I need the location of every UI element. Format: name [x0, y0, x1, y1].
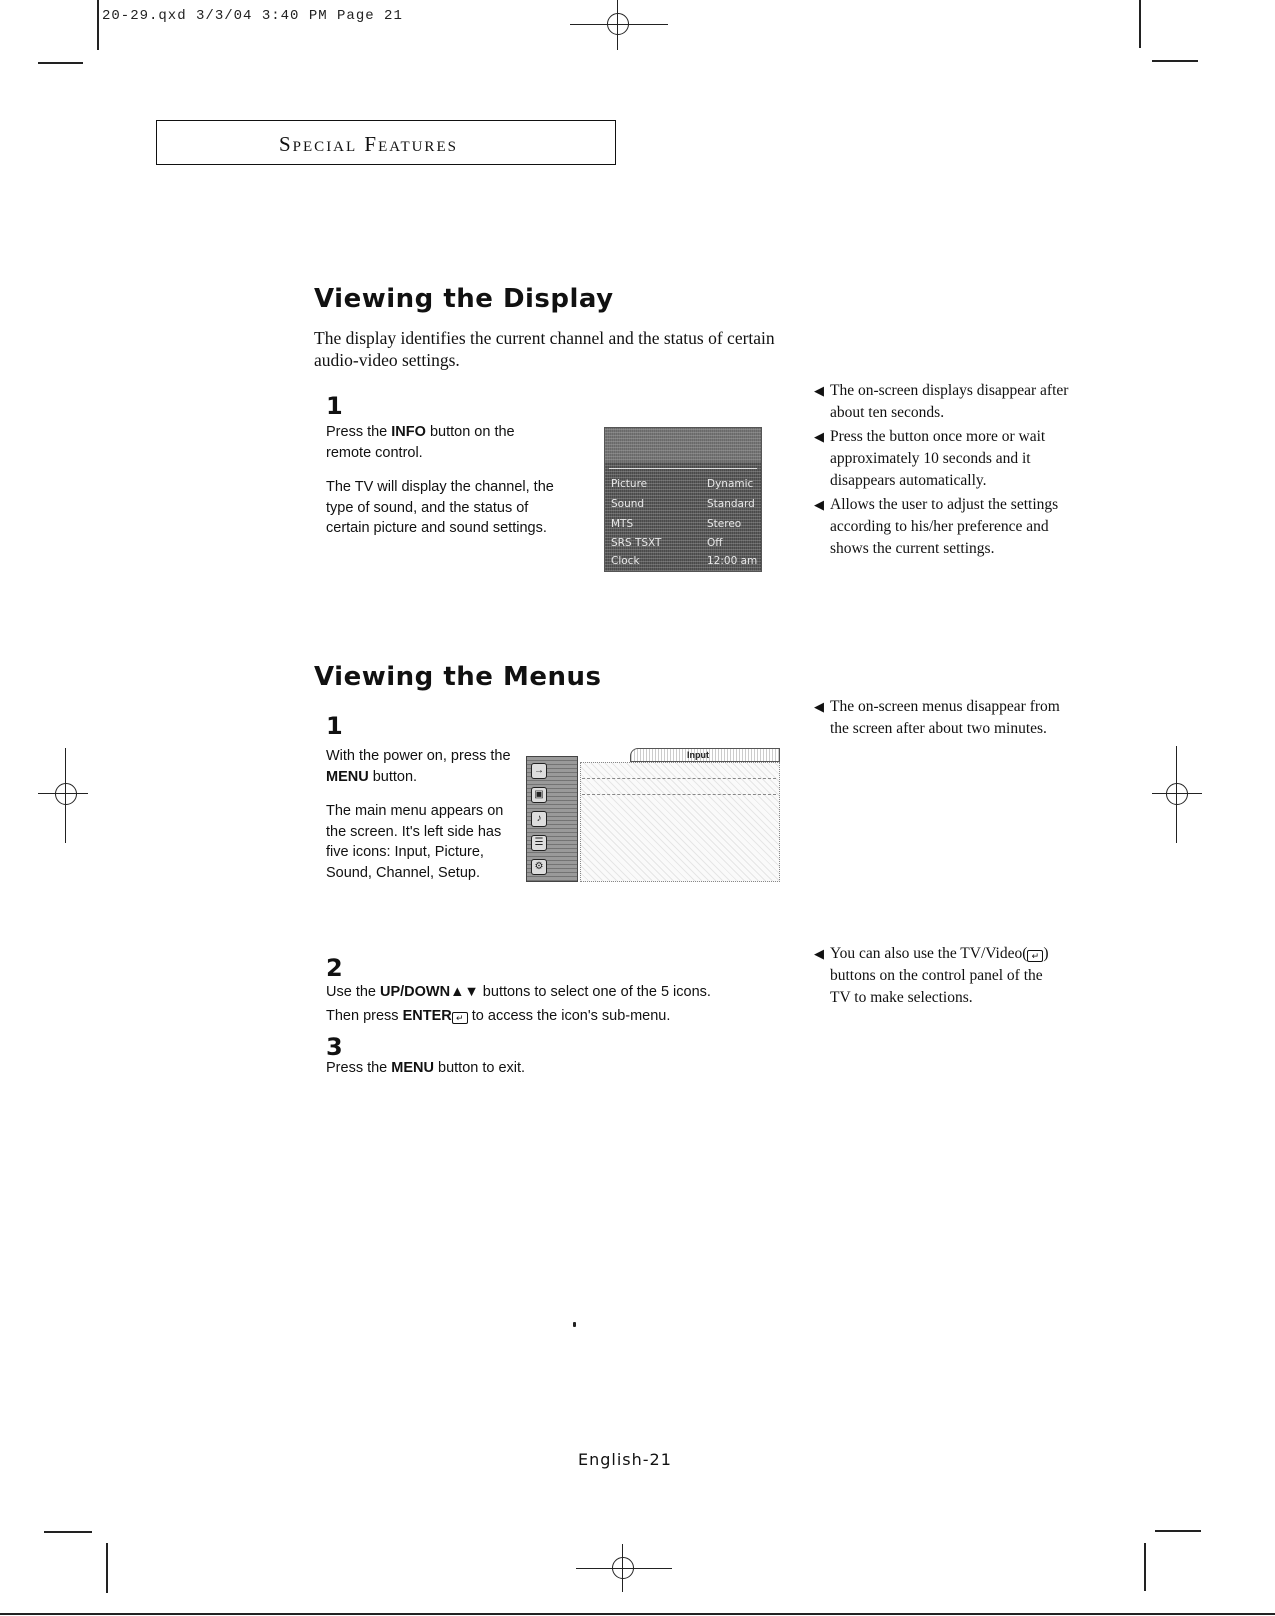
registration-mark: [612, 1557, 634, 1579]
page-number: English-21: [578, 1450, 672, 1469]
display-step1-line1: Press the INFO button on the remote control.: [326, 424, 515, 461]
menus-section-title: Viewing the Menus: [314, 662, 602, 692]
sound-icon: ♪: [531, 811, 547, 827]
registration-mark: [1166, 783, 1188, 805]
display-notes: [814, 380, 1074, 560]
input-icon: →: [531, 763, 547, 779]
menus-step1-para2: The main menu appears on the screen. It's left side has five icons: Input, Picture, Sound, Channel, Setup.: [326, 803, 504, 881]
menus-step1-line1: With the power on, press the MENU button.: [326, 748, 511, 785]
crop-mark: [38, 62, 83, 64]
tv-video-icon: ↵: [1027, 950, 1043, 962]
menu-icon-column: [526, 756, 578, 882]
menus-step2-text: [326, 980, 796, 1028]
channel-icon: ☰: [531, 835, 547, 851]
menus-note: [814, 696, 1074, 740]
menu-content-panel: [580, 762, 780, 882]
display-step1-para2: The TV will display the channel, the type of sound, and the status of certain picture and sound settings.: [326, 479, 554, 536]
menus-step2-line-a: Use the UP/DOWN▲▼ buttons to select one of the 5 icons.: [326, 984, 711, 1000]
display-step1-number: 1: [326, 392, 343, 420]
osd-display-screenshot: Picture Dynamic Sound Standard MTS Stereo SRS TSXT Off Clock 12:00 am: [604, 427, 762, 572]
crop-mark: [1144, 1543, 1146, 1591]
crop-mark: [106, 1543, 108, 1593]
setup-icon: ⚙: [531, 859, 547, 875]
display-intro: The display identifies the current channel and the status of certain audio-video settings.: [314, 328, 775, 370]
crop-mark: [44, 1531, 92, 1533]
crop-mark: [1152, 60, 1198, 62]
stray-mark: [573, 1322, 576, 1327]
menus-step2-number: 2: [326, 954, 343, 982]
menu-divider: [582, 778, 776, 780]
menus-note-item: ◀ The on-screen menus disappear from the screen after about two minutes.: [814, 698, 1060, 737]
picture-icon: ▣: [531, 787, 547, 803]
crop-mark: [97, 0, 99, 50]
menus-step3-number: 3: [326, 1033, 343, 1061]
note-arrow-icon: ◀: [814, 699, 824, 714]
display-note-item: ◀ Press the button once more or wait approximately 10 seconds and it disappears automatically.: [814, 428, 1046, 489]
display-note-item: ◀ The on-screen displays disappear after about ten seconds.: [814, 382, 1069, 421]
page-bottom-rule: [0, 1613, 1275, 1615]
note-arrow-icon: ◀: [814, 383, 824, 398]
menus-step2-line-b: Then press ENTER ↵ to access the icon's sub-menu.: [326, 1008, 671, 1024]
note-arrow-icon: ◀: [814, 429, 824, 444]
registration-mark: [55, 783, 77, 805]
display-section-title: Viewing the Display: [314, 284, 614, 314]
osd-divider: [609, 468, 757, 469]
osd-channel-area: [605, 428, 761, 462]
display-note-item: ◀ Allows the user to adjust the settings according to his/her preference and shows the current settings.: [814, 496, 1059, 557]
note-arrow-icon: ◀: [814, 946, 824, 961]
crop-mark: [1139, 0, 1141, 48]
menus-step1-text: [326, 746, 512, 883]
note-arrow-icon: ◀: [814, 497, 824, 512]
main-menu-screenshot: [524, 748, 782, 884]
menu-tab-input: Input: [630, 748, 780, 762]
crop-mark: [1155, 1530, 1201, 1532]
menus-note-2: [814, 943, 1054, 1009]
registration-mark: [607, 13, 629, 35]
section-header-box: [156, 120, 616, 165]
menus-step1-number: 1: [326, 712, 343, 740]
file-slug: 20-29.qxd 3/3/04 3:40 PM Page 21: [102, 8, 403, 24]
enter-icon: ↵: [452, 1012, 468, 1024]
menus-note-item: ◀ You can also use the TV/Video( ↵ ) buttons on the control panel of the TV to make selections.: [814, 945, 1049, 1006]
menus-step3-text: Press the MENU button to exit.: [326, 1060, 526, 1076]
display-step1-text: [326, 422, 556, 539]
section-header-title: Special Features: [279, 132, 458, 156]
menu-divider: [582, 794, 776, 796]
